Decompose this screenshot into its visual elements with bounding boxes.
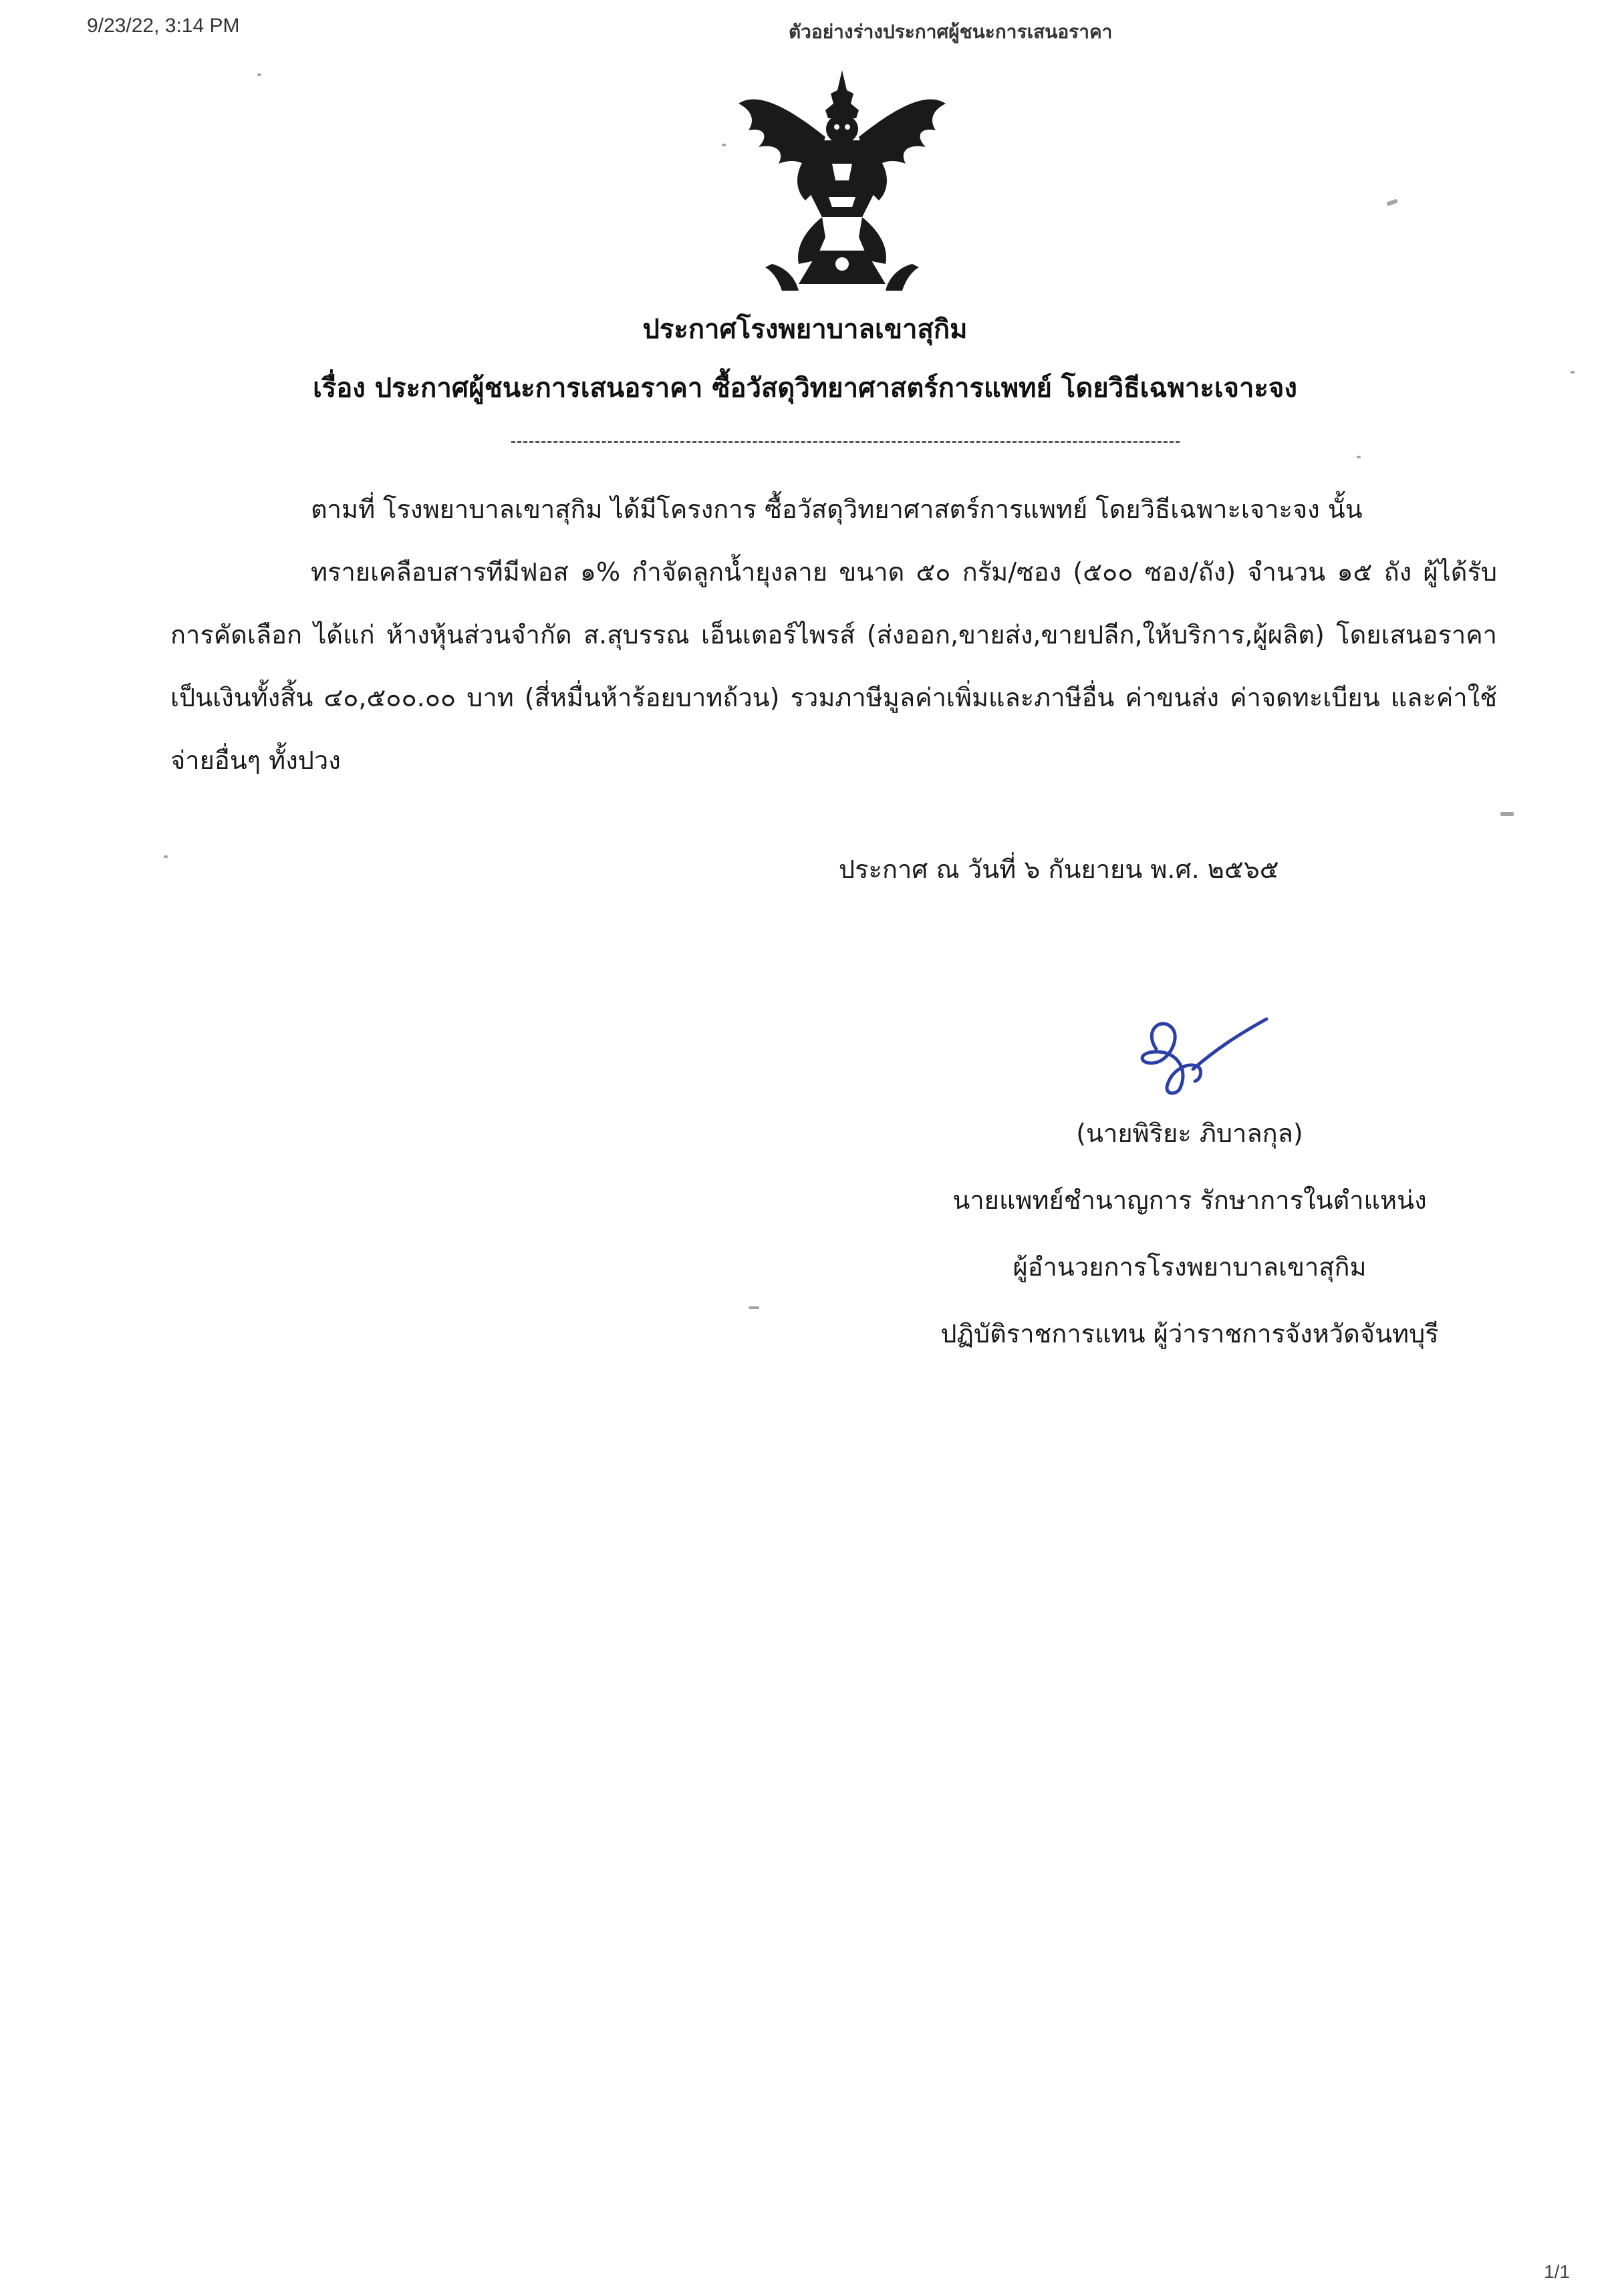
announcement-body xyxy=(170,478,1497,792)
scan-speck xyxy=(1571,371,1575,374)
document-heading: ประกาศโรงพยาบาลเขาสุกิม xyxy=(642,314,968,345)
signatory-name: (นายพิริยะ ภิบาลกุล) xyxy=(1076,1119,1303,1148)
signatory-authority: ปฏิบัติราชการแทน ผู้ว่าราชการจังหวัดจันทบุรี xyxy=(940,1319,1439,1348)
body-paragraph-intro: ตามที่ โรงพยาบาลเขาสุกิม ได้มีโครงการ ซื้อวัสดุวิทยาศาสตร์การแพทย์ โดยวิธีเฉพาะเจาะจง นั้น xyxy=(311,494,1363,524)
garuda-emblem-icon xyxy=(732,63,952,297)
signatory-office: ผู้อำนวยการโรงพยาบาลเขาสุกิม xyxy=(1013,1252,1367,1282)
divider-line xyxy=(511,441,1180,443)
signatory-position: นายแพทย์ชำนาญการ รักษาการในตำแหน่ง xyxy=(952,1185,1427,1215)
print-datetime: 9/23/22, 3:14 PM xyxy=(87,15,240,37)
scan-speck xyxy=(1386,198,1397,206)
document-subject: เรื่อง ประกาศผู้ชนะการเสนอราคา ซื้อวัสดุวิทยาศาสตร์การแพทย์ โดยวิธีเฉพาะเจาะจง xyxy=(313,373,1297,404)
announcement-date: ประกาศ ณ วันที่ ๖ กันยายน พ.ศ. ๒๕๖๕ xyxy=(839,855,1279,884)
scan-speck xyxy=(1500,812,1514,816)
signature-mark xyxy=(1116,996,1277,1103)
page-number: 1/1 xyxy=(1544,2261,1570,2282)
scan-speck xyxy=(164,855,168,858)
scan-speck xyxy=(257,74,261,76)
scan-speck xyxy=(722,144,726,146)
scan-speck xyxy=(1357,456,1361,458)
body-paragraph-detail: ทรายเคลือบสารทีมีฟอส ๑% กำจัดลูกน้ำยุงลาย ขนาด ๕๐ กรัม/ซอง (๕๐๐ ซอง/ถัง) จำนวน ๑๕ ถัง ผู้ได้รับการคัดเลือก ได้แก่ ห้างหุ้นส่วนจำกัด ส.สุบรรณ เอ็นเตอร์ไพรส์ (ส่งออก,ขายส่ง,ขายปลีก,ให้บริการ,ผู้ผลิต) โดยเสนอราคา เป็นเงินทั้งสิ้น ๔๐,๕๐๐.๐๐ บาท (สี่หมื่นห้าร้อยบาทถ้วน) รวมภาษีมูลค่าเพิ่มและภาษีอื่น ค่าขนส่ง ค่าจดทะเบียน และค่าใช้จ่ายอื่นๆ ทั้งปวง xyxy=(170,557,1497,775)
print-page-title: ตัวอย่างร่างประกาศผู้ชนะการเสนอราคา xyxy=(789,21,1113,43)
scan-speck xyxy=(749,1306,759,1309)
